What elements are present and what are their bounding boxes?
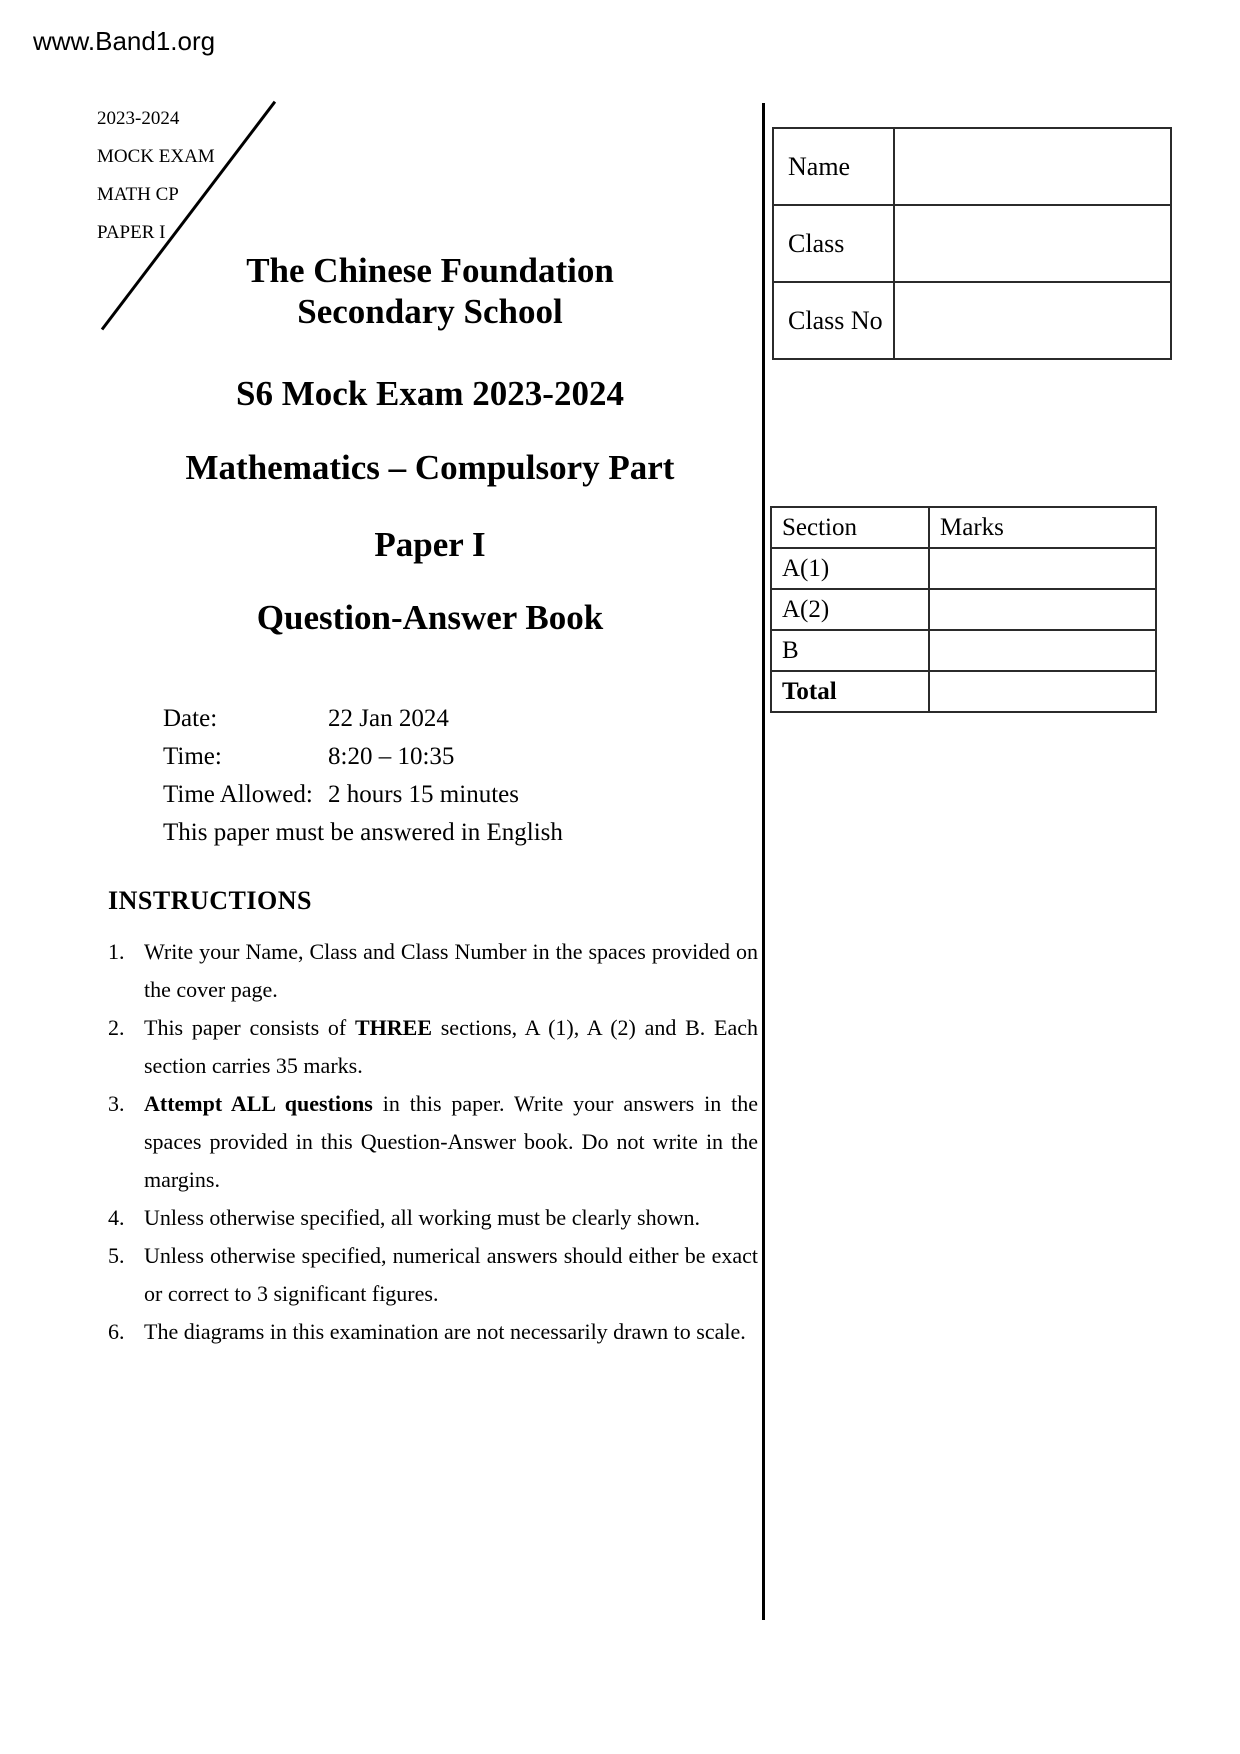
detail-row	[163, 776, 563, 814]
instruction-bold-segment: THREE	[354, 1015, 432, 1040]
instruction-segment: sections, A (1), A (2) and B. Each section carries 35 marks.	[144, 1015, 758, 1078]
exam-details-block	[163, 700, 563, 852]
instruction-item	[108, 1313, 758, 1351]
marks-section-cell: A(2)	[771, 589, 929, 630]
detail-rows	[163, 700, 563, 814]
marks-table-body	[771, 507, 1156, 712]
field-label: Name	[773, 128, 894, 205]
instruction-item	[108, 933, 758, 1009]
paper-title: Paper I	[374, 525, 486, 564]
marks-section-cell: B	[771, 630, 929, 671]
instruction-segment: The diagrams in this examination are not necessarily drawn to scale.	[144, 1319, 746, 1344]
school-name-line1: The Chinese Foundation	[246, 251, 614, 290]
field-label: Class No	[773, 282, 894, 359]
instruction-text	[144, 1085, 758, 1199]
corner-block-line: MATH CP	[97, 184, 179, 205]
detail-label: Time:	[163, 743, 222, 770]
exam-title: S6 Mock Exam 2023-2024	[236, 374, 624, 413]
instruction-segment: in this paper. Write your answers in the spaces provided in this Question-Answer book. Do not write in the margins.	[144, 1091, 758, 1192]
corner-id-block	[97, 100, 215, 252]
instruction-item	[108, 1009, 758, 1085]
detail-row	[163, 700, 563, 738]
instructions-list	[108, 933, 758, 1351]
detail-label: Date:	[163, 705, 218, 732]
corner-block-line: MOCK EXAM	[97, 146, 215, 167]
subject-title: Mathematics – Compulsory Part	[185, 448, 675, 487]
detail-value: 22 Jan 2024	[328, 705, 449, 732]
marks-row	[771, 589, 1156, 630]
marks-col-header: Section	[771, 507, 929, 548]
student-info-row	[773, 128, 1171, 205]
detail-row	[163, 738, 563, 776]
instruction-number: 3.	[108, 1091, 125, 1116]
instruction-text	[144, 1009, 758, 1085]
instruction-item	[108, 1199, 758, 1237]
corner-block-line: 2023-2024	[97, 108, 180, 129]
marks-value-cell	[929, 630, 1156, 671]
school-name-line2: Secondary School	[297, 292, 563, 331]
instruction-number: 5.	[108, 1243, 125, 1268]
instruction-number: 6.	[108, 1319, 125, 1344]
instruction-segment: This paper consists of	[144, 1015, 355, 1040]
detail-label: Time Allowed:	[163, 781, 313, 808]
field-value-cell	[894, 205, 1171, 282]
instruction-text	[144, 1237, 758, 1313]
instruction-segment: Unless otherwise specified, all working must be clearly shown.	[144, 1205, 700, 1230]
marks-value-cell	[929, 589, 1156, 630]
instruction-number: 4.	[108, 1205, 125, 1230]
instruction-text	[144, 933, 758, 1009]
marks-row	[771, 548, 1156, 589]
student-info-table-body	[773, 128, 1171, 359]
watermark-url: www.Band1.org	[33, 26, 216, 56]
detail-value: 8:20 – 10:35	[328, 743, 455, 770]
marks-section-cell: Total	[771, 671, 929, 712]
instruction-item	[108, 1237, 758, 1313]
instruction-segment: Unless otherwise specified, numerical answers should either be exact or correct to 3 significant figures.	[144, 1243, 758, 1306]
instruction-text	[144, 1199, 758, 1237]
student-info-row	[773, 205, 1171, 282]
instruction-bold-segment: Attempt ALL questions	[144, 1091, 373, 1116]
marks-value-cell	[929, 548, 1156, 589]
marks-table	[770, 506, 1157, 713]
marks-header-row	[771, 507, 1156, 548]
marks-col-header: Marks	[929, 507, 1156, 548]
instruction-text	[144, 1313, 758, 1351]
student-info-row	[773, 282, 1171, 359]
instruction-segment: Write your Name, Class and Class Number in the spaces provided on the cover page.	[144, 939, 758, 1002]
field-label: Class	[773, 205, 894, 282]
school-name	[100, 250, 760, 332]
instruction-number: 2.	[108, 1015, 125, 1040]
language-note: This paper must be answered in English	[163, 819, 563, 846]
marks-value-cell	[929, 671, 1156, 712]
book-title: Question-Answer Book	[256, 598, 604, 637]
marks-row	[771, 630, 1156, 671]
field-value-cell	[894, 128, 1171, 205]
student-info-table	[772, 127, 1172, 360]
field-value-cell	[894, 282, 1171, 359]
instructions-heading: INSTRUCTIONS	[108, 886, 312, 915]
corner-block-line: PAPER I	[97, 222, 166, 243]
detail-value: 2 hours 15 minutes	[328, 781, 519, 808]
marks-section-cell: A(1)	[771, 548, 929, 589]
marks-row	[771, 671, 1156, 712]
content-divider-line	[762, 103, 765, 1620]
instruction-item	[108, 1085, 758, 1199]
instruction-number: 1.	[108, 939, 125, 964]
